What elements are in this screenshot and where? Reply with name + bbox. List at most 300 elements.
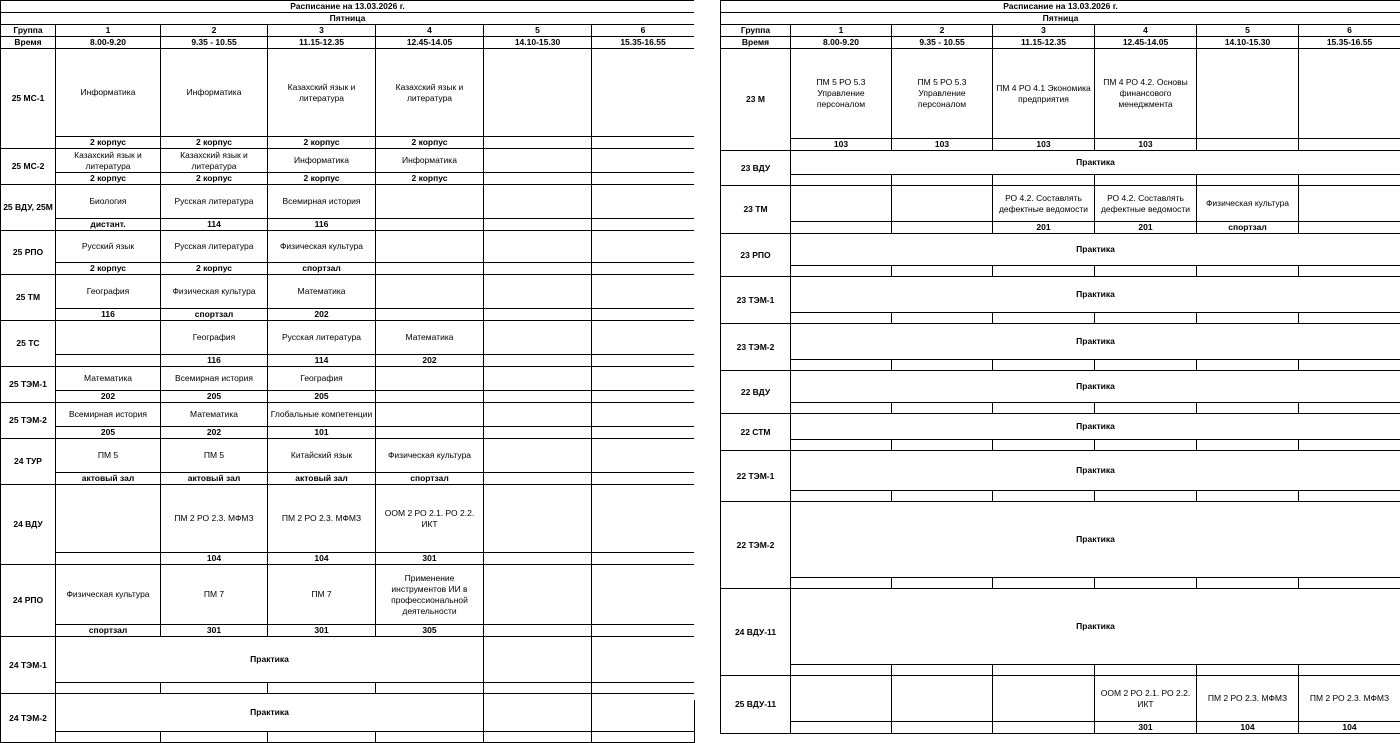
room-cell: [1095, 440, 1197, 451]
room-cell: [791, 222, 892, 234]
group-name: 25 МС-1: [1, 49, 56, 149]
room-cell: спортзал: [1197, 222, 1299, 234]
right-pair-number: 6: [1299, 25, 1400, 37]
subject-cell: [484, 637, 592, 683]
room-cell: 116: [56, 309, 161, 321]
subject-cell: ПМ 2 РО 2.3. МФМЗ: [268, 485, 376, 553]
group-name: 24 ВДУ: [1, 485, 56, 565]
practice-cell: Практика: [791, 277, 1400, 313]
subject-cell: ПМ 5 РО 5.3 Управление персоналом: [892, 49, 993, 139]
subject-cell: Физическая культура: [1197, 186, 1299, 222]
subject-cell: ПМ 7: [268, 565, 376, 625]
group-name: 22 ВДУ: [721, 371, 791, 414]
group-name: 24 ВДУ-11: [721, 589, 791, 676]
room-cell: [1299, 313, 1400, 324]
subject-cell: ПМ 5: [161, 439, 268, 473]
room-cell: [592, 173, 695, 185]
right-pair-number: 4: [1095, 25, 1197, 37]
group-name: 24 ТУР: [1, 439, 56, 485]
left-pair-time: 14.10-15.30: [484, 37, 592, 49]
right-pair-number: 2: [892, 25, 993, 37]
left-schedule-table: [0, 0, 695, 743]
room-cell: актовый зал: [268, 473, 376, 485]
room-cell: 2 корпус: [268, 137, 376, 149]
practice-cell: Практика: [791, 234, 1400, 266]
room-cell: 101: [268, 427, 376, 439]
room-cell: [1095, 578, 1197, 589]
right-group-header: Группа: [721, 25, 791, 37]
group-name: 22 ТЭМ-1: [721, 451, 791, 502]
subject-cell: Русская литература: [161, 231, 268, 263]
room-cell: 305: [376, 625, 484, 637]
room-cell: [1197, 175, 1299, 186]
subject-cell: [484, 149, 592, 173]
room-cell: 301: [268, 625, 376, 637]
room-cell: актовый зал: [161, 473, 268, 485]
subject-cell: Применение инструментов ИИ в профессиональной деятельности: [376, 565, 484, 625]
subject-cell: ПМ 7: [161, 565, 268, 625]
room-cell: [484, 553, 592, 565]
room-cell: 2 корпус: [56, 173, 161, 185]
room-cell: 116: [268, 219, 376, 231]
room-cell: [1197, 665, 1299, 676]
subject-cell: Всемирная история: [56, 403, 161, 427]
right-pair-time: 15.35-16.55: [1299, 37, 1400, 49]
room-cell: [791, 440, 892, 451]
room-cell: 202: [376, 355, 484, 367]
room-cell: 114: [268, 355, 376, 367]
room-cell: [376, 683, 484, 694]
left-pair-time: 15.35-16.55: [592, 37, 695, 49]
room-cell: [592, 473, 695, 485]
practice-cell: Практика: [791, 151, 1400, 175]
subject-cell: [56, 321, 161, 355]
group-name: 25 РПО: [1, 231, 56, 275]
subject-cell: Всемирная история: [161, 367, 268, 391]
left-pair-time: 8.00-9.20: [56, 37, 161, 49]
room-cell: [993, 578, 1095, 589]
room-cell: [1095, 175, 1197, 186]
subject-cell: Математика: [268, 275, 376, 309]
room-cell: [1299, 139, 1400, 151]
room-cell: [1299, 175, 1400, 186]
room-cell: [592, 137, 695, 149]
room-cell: [268, 683, 376, 694]
group-name: 23 М: [721, 49, 791, 151]
subject-cell: ПМ 2 РО 2.3. МФМЗ: [1197, 676, 1299, 722]
room-cell: 104: [161, 553, 268, 565]
right-pair-number: 3: [993, 25, 1095, 37]
room-cell: [993, 403, 1095, 414]
subject-cell: [592, 231, 695, 263]
subject-cell: [56, 485, 161, 553]
subject-cell: Казахский язык и литература: [376, 49, 484, 137]
sheet-gap: [694, 0, 720, 700]
room-cell: [791, 491, 892, 502]
right-pair-time: 9.35 - 10.55: [892, 37, 993, 49]
room-cell: [1095, 665, 1197, 676]
subject-cell: [484, 49, 592, 137]
room-cell: 104: [1299, 722, 1400, 734]
room-cell: [1197, 266, 1299, 277]
practice-cell: Практика: [791, 502, 1400, 578]
room-cell: [1299, 440, 1400, 451]
room-cell: 301: [1095, 722, 1197, 734]
room-cell: [892, 175, 993, 186]
room-cell: спортзал: [376, 473, 484, 485]
room-cell: [484, 355, 592, 367]
room-cell: [791, 403, 892, 414]
room-cell: [1299, 403, 1400, 414]
subject-cell: ПМ 4 РО 4.1 Экономика предприятия: [993, 49, 1095, 139]
room-cell: [592, 625, 695, 637]
room-cell: [1095, 491, 1197, 502]
group-name: 23 ТЭМ-1: [721, 277, 791, 324]
left-pair-time: 9.35 - 10.55: [161, 37, 268, 49]
room-cell: [484, 683, 592, 694]
subject-cell: [791, 186, 892, 222]
right-pair-time: 12.45-14.05: [1095, 37, 1197, 49]
room-cell: 2 корпус: [56, 263, 161, 275]
room-cell: [1197, 491, 1299, 502]
room-cell: [892, 491, 993, 502]
right-schedule-day: Пятница: [721, 13, 1400, 25]
left-pair-time: 11.15-12.35: [268, 37, 376, 49]
room-cell: [791, 313, 892, 324]
subject-cell: [484, 321, 592, 355]
subject-cell: [592, 49, 695, 137]
room-cell: [268, 732, 376, 743]
left-pair-time: 12.45-14.05: [376, 37, 484, 49]
room-cell: [592, 355, 695, 367]
room-cell: [1095, 360, 1197, 371]
room-cell: [791, 175, 892, 186]
room-cell: [892, 222, 993, 234]
room-cell: [592, 309, 695, 321]
room-cell: [1197, 360, 1299, 371]
left-pair-number: 3: [268, 25, 376, 37]
room-cell: 205: [268, 391, 376, 403]
subject-cell: Информатика: [376, 149, 484, 173]
room-cell: [592, 732, 695, 743]
right-schedule-title: Расписание на 13.03.2026 г.: [721, 1, 1400, 13]
room-cell: [993, 722, 1095, 734]
subject-cell: [592, 694, 695, 732]
room-cell: актовый зал: [56, 473, 161, 485]
right-pair-time: 8.00-9.20: [791, 37, 892, 49]
practice-cell: Практика: [791, 324, 1400, 360]
room-cell: [592, 427, 695, 439]
room-cell: [484, 173, 592, 185]
subject-cell: ООМ 2 РО 2.1. РО 2.2. ИКТ: [1095, 676, 1197, 722]
room-cell: [993, 175, 1095, 186]
room-cell: спортзал: [268, 263, 376, 275]
subject-cell: [791, 676, 892, 722]
room-cell: [892, 665, 993, 676]
group-name: 23 ВДУ: [721, 151, 791, 186]
room-cell: [993, 440, 1095, 451]
room-cell: [892, 722, 993, 734]
subject-cell: [484, 403, 592, 427]
subject-cell: [376, 231, 484, 263]
group-name: 24 ТЭМ-2: [1, 694, 56, 743]
room-cell: 202: [268, 309, 376, 321]
subject-cell: [892, 186, 993, 222]
right-schedule-sheet: [720, 0, 1400, 700]
room-cell: [892, 266, 993, 277]
room-cell: 202: [161, 427, 268, 439]
room-cell: 103: [993, 139, 1095, 151]
room-cell: [1197, 139, 1299, 151]
group-name: 22 СТМ: [721, 414, 791, 451]
room-cell: 301: [161, 625, 268, 637]
room-cell: [791, 266, 892, 277]
room-cell: [1095, 266, 1197, 277]
subject-cell: ПМ 5: [56, 439, 161, 473]
subject-cell: [592, 403, 695, 427]
right-pair-number: 1: [791, 25, 892, 37]
room-cell: [1197, 403, 1299, 414]
practice-cell: Практика: [791, 589, 1400, 665]
subject-cell: Математика: [376, 321, 484, 355]
room-cell: [791, 578, 892, 589]
subject-cell: [484, 694, 592, 732]
room-cell: 2 корпус: [161, 137, 268, 149]
room-cell: [484, 391, 592, 403]
room-cell: [1299, 266, 1400, 277]
room-cell: [376, 391, 484, 403]
room-cell: [376, 427, 484, 439]
subject-cell: [592, 485, 695, 553]
room-cell: [484, 473, 592, 485]
room-cell: [161, 732, 268, 743]
right-schedule-table: [720, 0, 1400, 734]
subject-cell: География: [56, 275, 161, 309]
room-cell: 2 корпус: [161, 263, 268, 275]
room-cell: [484, 732, 592, 743]
room-cell: 103: [1095, 139, 1197, 151]
group-name: 22 ТЭМ-2: [721, 502, 791, 589]
room-cell: 2 корпус: [161, 173, 268, 185]
room-cell: [993, 360, 1095, 371]
room-cell: [1197, 440, 1299, 451]
subject-cell: [376, 275, 484, 309]
room-cell: [592, 219, 695, 231]
subject-cell: [376, 185, 484, 219]
practice-cell: Практика: [56, 637, 484, 683]
room-cell: [892, 360, 993, 371]
left-pair-number: 1: [56, 25, 161, 37]
room-cell: [484, 309, 592, 321]
subject-cell: [1299, 49, 1400, 139]
subject-cell: [1299, 186, 1400, 222]
subject-cell: [592, 321, 695, 355]
subject-cell: Русский язык: [56, 231, 161, 263]
room-cell: 2 корпус: [376, 137, 484, 149]
room-cell: [892, 403, 993, 414]
room-cell: 103: [892, 139, 993, 151]
group-name: 23 РПО: [721, 234, 791, 277]
room-cell: [592, 263, 695, 275]
room-cell: [1095, 403, 1197, 414]
room-cell: [993, 491, 1095, 502]
subject-cell: [484, 565, 592, 625]
left-pair-number: 6: [592, 25, 695, 37]
room-cell: [376, 219, 484, 231]
left-pair-number: 2: [161, 25, 268, 37]
group-name: 25 ВДУ, 25М: [1, 185, 56, 231]
practice-cell: Практика: [791, 371, 1400, 403]
room-cell: 201: [1095, 222, 1197, 234]
subject-cell: [892, 676, 993, 722]
room-cell: [56, 732, 161, 743]
right-pair-time: 11.15-12.35: [993, 37, 1095, 49]
subject-cell: Информатика: [268, 149, 376, 173]
subject-cell: [993, 676, 1095, 722]
left-schedule-sheet: [0, 0, 694, 700]
room-cell: [791, 360, 892, 371]
room-cell: [376, 263, 484, 275]
room-cell: [56, 683, 161, 694]
room-cell: [791, 722, 892, 734]
room-cell: 205: [161, 391, 268, 403]
group-name: 24 ТЭМ-1: [1, 637, 56, 694]
subject-cell: Информатика: [161, 49, 268, 137]
subject-cell: Информатика: [56, 49, 161, 137]
subject-cell: [484, 485, 592, 553]
subject-cell: Всемирная история: [268, 185, 376, 219]
room-cell: спортзал: [161, 309, 268, 321]
room-cell: [161, 683, 268, 694]
room-cell: [1299, 222, 1400, 234]
room-cell: [56, 355, 161, 367]
group-name: 25 ТС: [1, 321, 56, 367]
room-cell: [791, 665, 892, 676]
practice-cell: Практика: [56, 694, 484, 732]
room-cell: [993, 665, 1095, 676]
right-pair-time: 14.10-15.30: [1197, 37, 1299, 49]
room-cell: [376, 309, 484, 321]
room-cell: [892, 440, 993, 451]
subject-cell: Казахский язык и литература: [56, 149, 161, 173]
subject-cell: [484, 275, 592, 309]
subject-cell: ПМ 2 РО 2.3. МФМЗ: [161, 485, 268, 553]
subject-cell: РО 4.2. Составлять дефектные ведомости: [1095, 186, 1197, 222]
subject-cell: РО 4.2. Составлять дефектные ведомости: [993, 186, 1095, 222]
room-cell: спортзал: [56, 625, 161, 637]
subject-cell: [592, 565, 695, 625]
subject-cell: [592, 367, 695, 391]
subject-cell: ПМ 5 РО 5.3 Управление персоналом: [791, 49, 892, 139]
room-cell: [592, 683, 695, 694]
subject-cell: ПМ 4 РО 4.2. Основы финансового менеджмента: [1095, 49, 1197, 139]
subject-cell: [376, 403, 484, 427]
subject-cell: Казахский язык и литература: [268, 49, 376, 137]
room-cell: [484, 137, 592, 149]
room-cell: [1197, 313, 1299, 324]
group-name: 25 ТМ: [1, 275, 56, 321]
subject-cell: Казахский язык и литература: [161, 149, 268, 173]
room-cell: [892, 578, 993, 589]
room-cell: [484, 219, 592, 231]
room-cell: 2 корпус: [56, 137, 161, 149]
room-cell: [993, 266, 1095, 277]
room-cell: [592, 553, 695, 565]
practice-cell: Практика: [791, 414, 1400, 440]
room-cell: [993, 313, 1095, 324]
group-name: 25 ТЭМ-2: [1, 403, 56, 439]
subject-cell: [592, 439, 695, 473]
subject-cell: [592, 275, 695, 309]
group-name: 23 ТЭМ-2: [721, 324, 791, 371]
room-cell: [1299, 578, 1400, 589]
room-cell: [1095, 313, 1197, 324]
room-cell: [484, 263, 592, 275]
room-cell: 103: [791, 139, 892, 151]
subject-cell: [484, 185, 592, 219]
practice-cell: Практика: [791, 451, 1400, 491]
room-cell: 114: [161, 219, 268, 231]
subject-cell: Физическая культура: [376, 439, 484, 473]
room-cell: [1299, 360, 1400, 371]
room-cell: 205: [56, 427, 161, 439]
subject-cell: Китайский язык: [268, 439, 376, 473]
group-name: 24 РПО: [1, 565, 56, 637]
room-cell: 301: [376, 553, 484, 565]
room-cell: [1299, 665, 1400, 676]
group-name: 25 МС-2: [1, 149, 56, 185]
room-cell: [1197, 578, 1299, 589]
left-time-header: Время: [1, 37, 56, 49]
subject-cell: [376, 367, 484, 391]
subject-cell: Физическая культура: [56, 565, 161, 625]
group-name: 25 ТЭМ-1: [1, 367, 56, 403]
group-name: 25 ВДУ-11: [721, 676, 791, 734]
subject-cell: География: [161, 321, 268, 355]
group-name: 23 ТМ: [721, 186, 791, 234]
subject-cell: Русская литература: [161, 185, 268, 219]
left-pair-number: 4: [376, 25, 484, 37]
subject-cell: Математика: [161, 403, 268, 427]
room-cell: [484, 625, 592, 637]
subject-cell: ООМ 2 РО 2.1. РО 2.2. ИКТ: [376, 485, 484, 553]
subject-cell: [592, 185, 695, 219]
subject-cell: ПМ 2 РО 2.3. МФМЗ: [1299, 676, 1400, 722]
room-cell: 202: [56, 391, 161, 403]
right-pair-number: 5: [1197, 25, 1299, 37]
subject-cell: [592, 637, 695, 683]
room-cell: 104: [268, 553, 376, 565]
room-cell: 116: [161, 355, 268, 367]
room-cell: 201: [993, 222, 1095, 234]
room-cell: 2 корпус: [376, 173, 484, 185]
room-cell: 104: [1197, 722, 1299, 734]
subject-cell: Глобальные компетенции: [268, 403, 376, 427]
room-cell: [592, 391, 695, 403]
room-cell: [376, 732, 484, 743]
room-cell: [892, 313, 993, 324]
room-cell: [1299, 491, 1400, 502]
subject-cell: [592, 149, 695, 173]
room-cell: [56, 553, 161, 565]
left-schedule-title: Расписание на 13.03.2026 г.: [1, 1, 695, 13]
subject-cell: Физическая культура: [161, 275, 268, 309]
left-group-header: Группа: [1, 25, 56, 37]
left-schedule-day: Пятница: [1, 13, 695, 25]
room-cell: дистант.: [56, 219, 161, 231]
left-pair-number: 5: [484, 25, 592, 37]
subject-cell: [1197, 49, 1299, 139]
